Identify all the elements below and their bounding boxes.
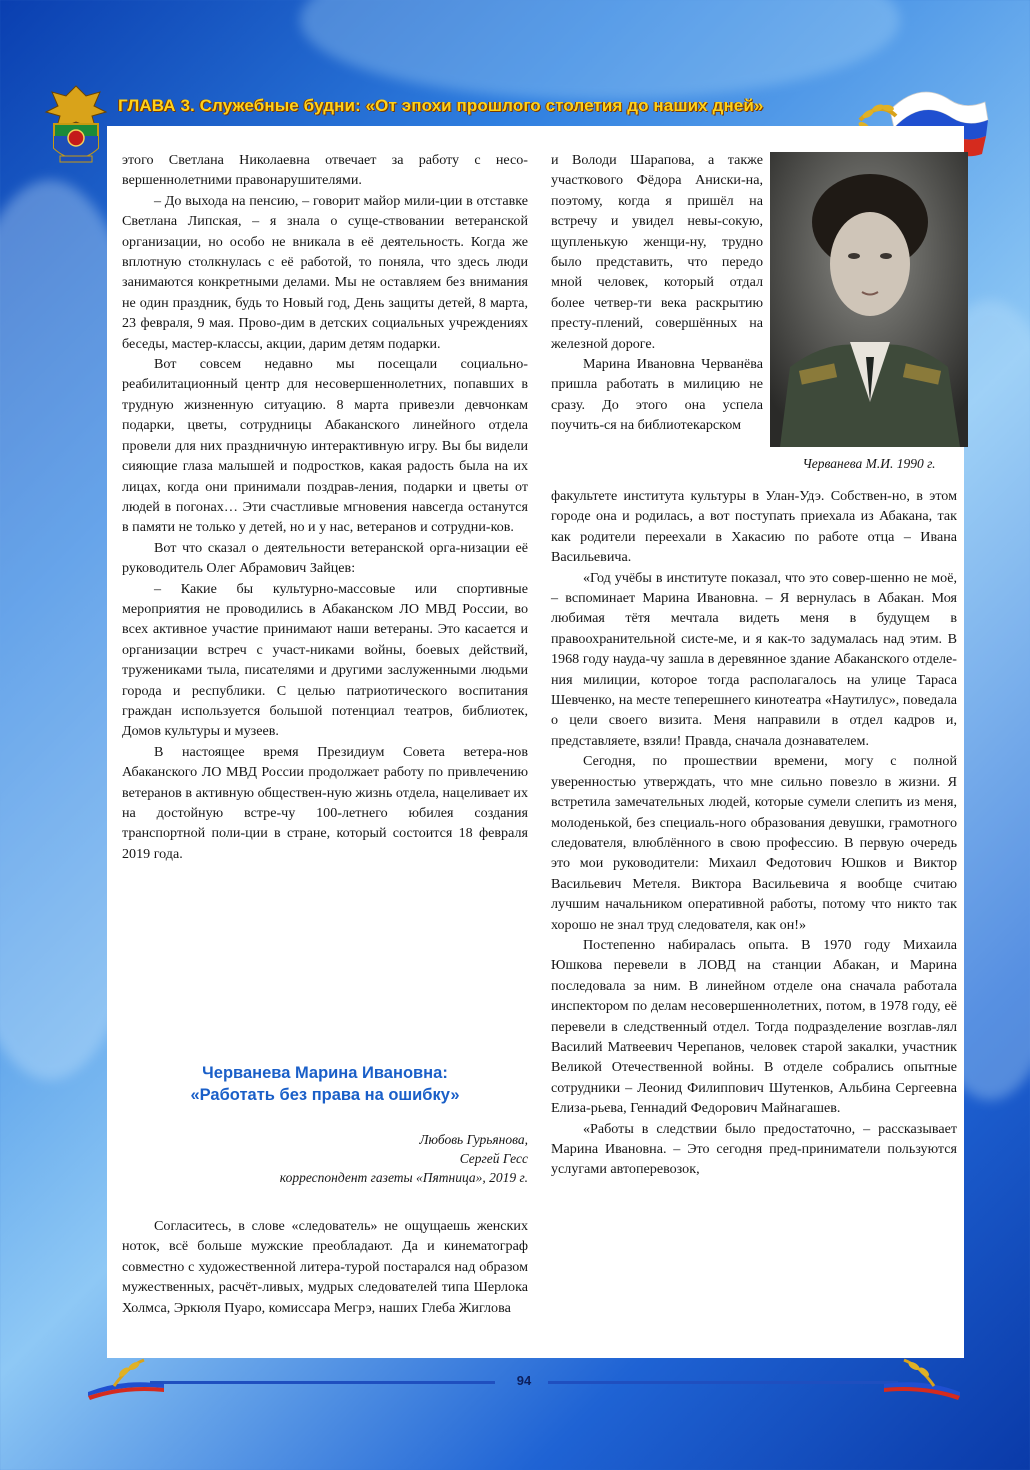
subheading-name: Черванева Марина Ивановна:	[202, 1064, 448, 1082]
background-light-streak	[300, 0, 900, 100]
paragraph: Постепенно набиралась опыта. В 1970 году Михаила Юшкова перевели в ЛОВД на станции Абакан, и Марина последовала за ним. В линейном отделе она сначала работала инспектором по делам несовершеннолетних, потом, в 1978 году, её перевели в следственный отдел. Тогда подразделение возглав-лял Василий Матвеевич Черепанов, человек старой закалки, участник Великой Отечественной войны. В отделе собрались опытные сотрудники – Леонид Филиппович Шутенков, Альбина Сергеевна Елиза-рьева, Геннадий Федорович Майнагашев.	[551, 936, 957, 1117]
article-byline	[122, 1130, 528, 1187]
footer-divider-right	[548, 1381, 898, 1384]
paragraph: Сегодня, по прошествии времени, могу с полной уверенностью утверждать, что мне сильно повезло в жизни. Я встретила замечательных людей, которые сумели слепить из меня, молоденькой, без специаль-ного образования девушки, грамотного следователя, влюблённого в свою профессию. В первую очередь это мои руководители: Михаил Федотович Юшков и Виктор Васильевич Метеля. Виктора Васильевича я вообще считаю лучшим начальником оперативной работы, потому что никто так хорошо не знал труд следователя, как он!»	[551, 753, 957, 933]
paragraph: – Какие бы культурно-массовые или спортивные мероприятия не проводились в Абаканском ЛО МВД России, во всех активное участие принимают наши ветераны. Это касается и организации встреч с участ-никами войны, боевых действий, тружениками тыла, писателями и другими заслуженными людьми города и республики. С целью патриотического воспитания граждан используется большой потенциал театров, библиотек, Домов культуры и музеев.	[122, 580, 528, 740]
byline-position: корреспондент газеты «Пятница», 2019 г.	[279, 1170, 528, 1185]
paragraph: В настоящее время Президиум Совета ветера-нов Абаканского ЛО МВД России продолжает работу по привлечению ветеранов в активную обществен-ную жизнь отдела, нацеливает их на достойную встре-чу 100-летнего юбилея создания транспортной поли-ции в стране, который состоится 18 февраля 2019 года.	[122, 743, 528, 862]
article-column-right-narrow	[551, 150, 763, 436]
police-emblem-icon	[40, 82, 112, 172]
paragraph: и Володи Шарапова, а также участкового Фёдора Аниски-на, поэтому, когда я пришёл на встречу и увидел невы-сокую, щупленькую женщи-ну, трудно было представить, что передо мной человек, который отдал более четвер-ти века раскрытию престу-плений, совершённых на железной дороге.	[551, 152, 763, 352]
photo-caption: Черванева М.И. 1990 г.	[802, 456, 936, 471]
article-column-right	[551, 486, 957, 1180]
byline-author: Любовь Гурьянова,	[419, 1132, 528, 1147]
paragraph: Согласитесь, в слове «следователь» не ощущаешь женских ноток, всё больше мужские преобладают. Да и кинематограф совместно с художественной литера-турой постарался над образом мужественных, расчёт-ливых, мудрых следователей типа Шерлока Холмса, Эркюля Пуаро, комиссара Мегрэ, наших Глеба Жиглова	[122, 1218, 528, 1316]
subheading-quote: «Работать без права на ошибку»	[190, 1086, 460, 1104]
paragraph: Вот совсем недавно мы посещали социально-реабилитационный центр для несовершеннолетних, попавших в трудную жизненную ситуацию. 8 марта привезли девчонкам подарки, цветы, сотрудницы Абаканского линейного отдела провели для них праздничную интерактивную игру. Вы бы видели сияющие глаза малышей и подростков, какая радость была на их лицах, когда они принимали поздрав-ления, подарки и цветы от людей в погонах… Эти счастливые мгновения навсегда останутся в памяти не только у детей, но и у нас, ветеранов и сотрудни-ков.	[122, 356, 528, 536]
portrait-photo	[770, 152, 968, 447]
footer-divider-left	[150, 1381, 495, 1384]
byline-author: Сергей Гесс	[459, 1151, 528, 1166]
paragraph: Вот что сказал о деятельности ветеранской орга-низации её руководитель Олег Абрамович Зайцев:	[122, 539, 528, 577]
paragraph: «Год учёбы в институте показал, что это совер-шенно не моё, – вспоминает Марина Ивановна. – Я вернулась в Абакан. Моя любимая тётя мечтала видеть меня в будущем в правоохранительной систе-ме, и я как-то задумалась над этим. В 1968 году науда-чу зашла в деревянное здание Абаканского отделе-ния милиции, которое тогда располагалось на улице Тараса Шевченко, на месте теперешнего кинотеатра «Наутилус», поведала о цели своего визита. Меня направили в отдел кадров и, представляете, взяли! Правда, сначала дознавателем.	[551, 569, 957, 749]
laurel-flag-left-icon	[84, 1356, 164, 1402]
paragraph: – До выхода на пенсию, – говорит майор мили-ции в отставке Светлана Липская, – я знала о суще-ствовании ветеранской организации, но особо не вникала в её деятельность. Когда же вплотную столкнулась с её работой, то поняла, что здесь люди занимаются конкретными делами. Мы не оставляем без внимания не один праздник, будь то Новый год, День защиты детей, 8 марта, 23 февраля, 9 мая. Прово-дим в детских социальных учреждениях беседы, мастер-классы, акции, дарим детям подарки.	[122, 192, 528, 352]
page-number: 94	[516, 1373, 532, 1388]
article-column-left-bottom	[122, 1216, 528, 1318]
paragraph: «Работы в следствии было предостаточно, – рассказывает Марина Ивановна. – Это сегодня пред-приниматели пользуются услугами автоперевозок,	[551, 1120, 957, 1178]
paragraph: Марина Ивановна Черванёва пришла работать в милицию не сразу. До этого она успела поучить-ся на библиотекарском	[551, 356, 763, 434]
article-subheading	[122, 1062, 528, 1106]
chapter-header-title: ГЛАВА 3. Служебные будни: «От эпохи прошлого столетия до наших дней»	[118, 96, 764, 115]
paragraph: этого Светлана Николаевна отвечает за работу с несо-вершеннолетними правонарушителями.	[122, 152, 528, 189]
portrait-woman-in-uniform-image	[770, 152, 968, 447]
laurel-flag-right-icon	[884, 1356, 964, 1402]
article-column-left	[122, 150, 528, 864]
paragraph: факультете института культуры в Улан-Удэ. Собствен-но, в этом городе она и родилась, а вот поступать приехала из Абакана, так как родители переехали в Хакасию по работе отца – Ивана Васильевича.	[551, 488, 957, 566]
